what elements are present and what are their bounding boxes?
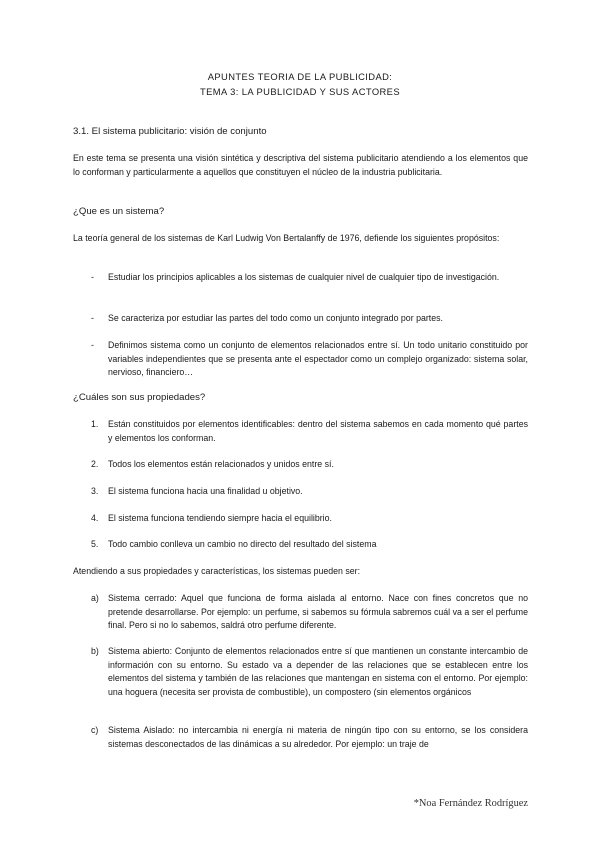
dash-item: Se caracteriza por estudiar las partes del todo como un conjunto integrado por partes. — [108, 313, 443, 323]
number-marker: 2. — [91, 459, 99, 469]
dash-item: Estudiar los principios aplicables a los sistemas de cualquier nivel de cualquier tipo de investigación. — [108, 272, 500, 282]
dash-marker: - — [91, 313, 94, 323]
letter-marker: c) — [91, 725, 99, 735]
numbered-item: El sistema funciona hacia una finalidad u objetivo. — [108, 486, 303, 496]
document-title-line1: APUNTES TEORIA DE LA PUBLICIDAD: — [207, 71, 393, 82]
document-title-line2: TEMA 3: LA PUBLICIDAD Y SUS ACTORES — [199, 86, 400, 97]
letter-item-isolated-system: Sistema Aislado: no intercambia ni energía ni materia de ningún tipo con su entorno, se los considera sistemas desconectados de las dinámicas a su alrededor. Por ejemplo: un traje de — [108, 725, 528, 749]
section-title: 3.1. El sistema publicitario: visión de conjunto — [73, 126, 267, 137]
letter-marker: b) — [91, 646, 99, 656]
question-what-is-system: ¿Que es un sistema? — [73, 206, 165, 217]
letter-item-closed-system: Sistema cerrado: Aquel que funciona de forma aislada al entorno. Nace con fines concretos que no pretende desarrollarse. Por ejemplo: un perfume, si sabemos su fórmula sabremos cuál va a ser el perfume final. Pero si no lo sabemos, saldrá otro perfume diferente. — [108, 593, 528, 631]
dash-marker: - — [91, 340, 94, 350]
number-marker: 4. — [91, 513, 99, 523]
numbered-item: Todos los elementos están relacionados y unidos entre sí. — [108, 459, 334, 469]
intro-paragraph: En este tema se presenta una visión sintética y descriptiva del sistema publicitario atendiendo a los elementos que lo conforman y particularmente a aquellos que constituyen el núcleo de la industria publicitaria. — [73, 153, 528, 177]
number-marker: 5. — [91, 539, 99, 549]
numbered-item: Todo cambio conlleva un cambio no directo del resultado del sistema — [108, 539, 377, 549]
letter-marker: a) — [91, 593, 99, 603]
types-intro: Atendiendo a sus propiedades y características, los sistemas pueden ser: — [73, 566, 361, 576]
number-marker: 1. — [91, 419, 99, 429]
numbered-item: El sistema funciona tendiendo siempre hacia el equilibrio. — [108, 513, 332, 523]
question-properties: ¿Cuáles son sus propiedades? — [73, 392, 206, 403]
dash-marker: - — [91, 272, 94, 282]
number-marker: 3. — [91, 486, 99, 496]
letter-item-open-system: Sistema abierto: Conjunto de elementos relacionados entre sí que mantienen un constante intercambio de información con su entorno. Su estado va a depender de las relaciones que se establecen entre los elementos del sistema y también de las relaciones que mantengan en sistema con el entorno. Por ejemplo: una hoguera (necesita ser provista de combustible), un compostero (sin elementos orgánicos — [108, 646, 528, 697]
dash-item: Definimos sistema como un conjunto de elementos relacionados entre sí. Un todo unitario constituido por variables independientes que se presenta ante el espectador como un complejo organizado: sistema solar, nervioso, financiero… — [108, 340, 528, 378]
author-footer: *Noa Fernández Rodríguez — [413, 798, 528, 809]
numbered-item: Están constituidos por elementos identificables: dentro del sistema sabemos en cada momento qué partes y elementos los conforman. — [108, 419, 528, 443]
bertalanffy-paragraph: La teoría general de los sistemas de Karl Ludwig Von Bertalanffy de 1976, defiende los siguientes propósitos: — [73, 233, 500, 243]
